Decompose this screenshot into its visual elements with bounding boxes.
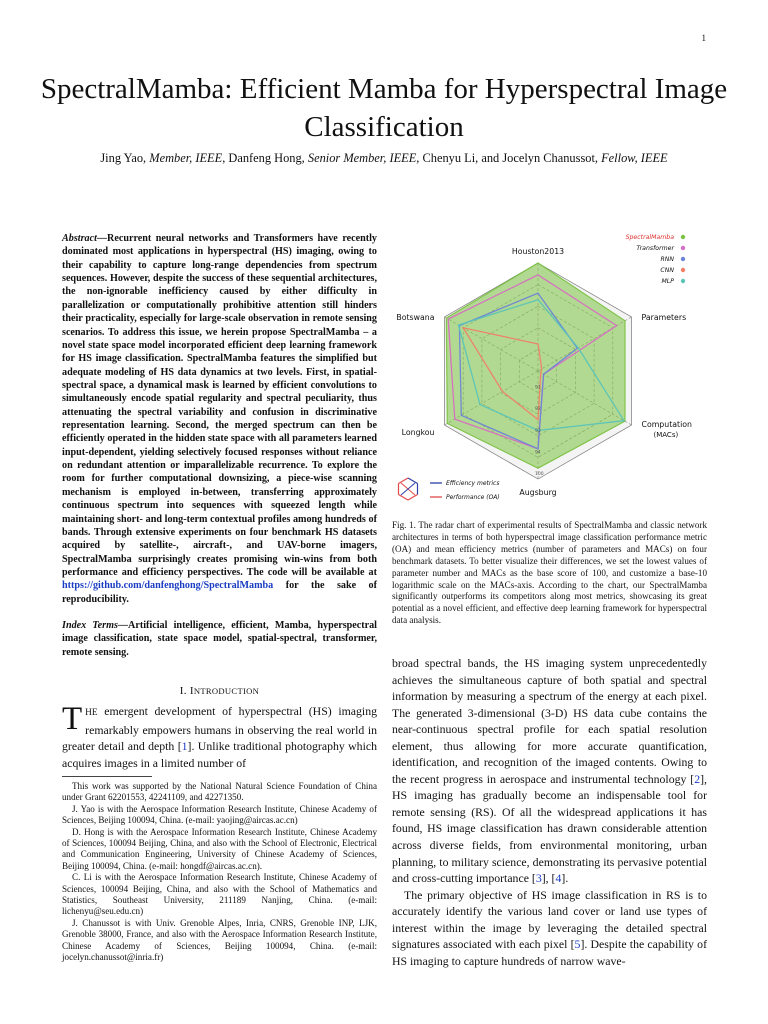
drop-cap: T [62,701,83,737]
paragraph: broad spectral bands, the HS imaging system unprecedentedly achieves the simultaneous capture of both spatial and spectral information by measuring a spectrum of the energy at each pixel. The generated 3-dimensional (3-D) HS data cube contains the near-continuous spectral profile for each spatial resolution element, thus allowing for more accurate quantification, identification, and recognition of the imaged contents. Owing to the recent progress in aerospace and instrumental technology [2], HS imaging has gradually become an indispensable tool for remote sensing (RS). Of all the widespread applications it has found, HS image classification has drawn considerable attention across diverse fields, from environmental monitoring, urban planning, to military science, demonstrating its pervasive potential and cross-cutting importance [3], [4]. [392,656,707,886]
radar-axis-label: Computation [641,420,692,429]
inset-hexagon-edge [408,478,418,484]
radar-tick-label: 94 [535,450,541,456]
section-heading-introduction: I. INTRODUCTION [179,685,260,697]
radar-tick-label: 100 [535,472,544,477]
footnote: J. Chanussot is with Univ. Grenoble Alpes, Inria, CNRS, Grenoble INP, LJK, Grenoble 38000, France, and also with the Aerospace Information Research Institute, Chinese Academy of Sciences, Beijing 100094, China. (e-mail: jocelyn.chanussot@inria.fr) [62,917,377,963]
inset-hexagon-edge [399,495,409,501]
radar-axis-label: Parameters [641,313,687,322]
inset-legend-label: Efficiency metrics [446,480,500,487]
citation-link[interactable]: 4 [555,871,562,886]
intro-paragraph: THE emergent development of hyperspectral (HS) imaging remarkably empowers humans in observing the real world in greater detail and depth [1]. Unlike traditional photography which acquires images in a limited number of [62,701,377,770]
footnote: C. Li is with the Aerospace Information Research Institute, Chinese Academy of Sciences, 100094 Beijing, China, and also with the School of Mathematics and Statistics, Southeast University, 211189 Nanjing, China. (e-mail: lichenyu@seu.edu.cn) [62,872,377,917]
inset-hexagon-edge [399,478,409,484]
legend-label: Transformer [636,245,674,252]
legend-label: RNN [660,256,674,263]
radar-chart [392,225,714,515]
radar-axis-label: Longkou [401,428,435,437]
legend-label: SpectralMamba [625,234,674,241]
inset-legend-label: Performance (OA) [446,494,500,501]
citation-link[interactable]: 3 [535,871,542,886]
radar-axis-label: Augsburg [519,488,557,497]
citation-link[interactable]: 1 [181,739,188,753]
abstract: Abstract—Recurrent neural networks and Transformers have recently dominated most applications in hyperspectral (HS) imaging, owing to their capability to capture long-range dependencies from spectrum sequences. However, despite the success of these sequential architectures, the non-ignorable inefficiency caused by either difficulty in parallelization or computationally prohibitive attention still hinders their practicality, especially for large-scale observation in remote sensing scenarios. To address this issue, we herein propose SpectralMamba – a novel state space model incorporated efficient deep learning framework for HS image classification. SpectralMamba features the simplified but adequate modeling of HS data dynamics at two levels. First, in spatial-spectral space, a dynamical mask is learned by efficient convolutions to simultaneously encode spatial regularity and spectral peculiarity, thus attenuating the spectral variability and confusion in discriminative representation learning. Second, the merged spectrum can then be efficiently operated in the hidden state space with all parameters learned input-dependent, yielding selectively focused responses without reliance on redundant attention or imparallelizable recurrence. To explore the room for further computational downsizing, a piece-wise scanning mechanism is employed in-between, transferring approximately continuous spectrum into sequences with squeezed length while maintaining short- and long-term contextual profiles among hundreds of bands. Through extensive experiments on four benchmark HS datasets acquired by satellite-, aircraft-, and UAV-borne imagers, SpectralMamba surprisingly creates promising win-wins from both performance and efficiency perspectives. The code will be available at https://github.com/danfenghong/SpectralMamba for the sake of reproducibility. [62,233,377,605]
radar-axis-sublabel: (MACs) [653,431,679,439]
abstract-body: —Recurrent neural networks and Transformers have recently dominated most applications in hyperspectral (HS) imaging, owing to their capability to capture long-range dependencies from spectrum sequences. However, despite the success of these sequential architectures, the non-ignorable inefficiency caused by either difficulty in parallelization or computationally prohibitive attention still hinders their practicality, especially for large-scale observation in remote sensing scenarios. To address this issue, we herein propose SpectralMamba – a novel state space model incorporated efficient deep learning framework for HS image classification. SpectralMamba features the simplified but adequate modeling of HS data dynamics at two levels. First, in spatial-spectral space, a dynamical mask is learned by efficient convolutions to simultaneously encode spatial regularity and spectral peculiarity, thus attenuating the spectral variability and confusion in discriminative representation learning. Second, the merged spectrum can then be efficiently operated in the hidden state space with all parameters learned input-dependent, yielding selectively focused responses without reliance on redundant attention or imparallelizable recurrence. To explore the room for further computational downsizing, a piece-wise scanning mechanism is employed in-between, transferring approximately continuous spectrum into sequences with squeezed length while maintaining short- and long-term contextual profiles among hundreds of bands. Through extensive experiments on four benchmark HS datasets acquired by satellite-, aircraft-, and UAV-borne imagers, SpectralMamba surprisingly creates promising win-wins from both performance and efficiency perspectives. The code will be available at [62,233,377,578]
legend-marker [681,235,685,239]
radar-tick-label: 92 [535,407,541,413]
footnote: J. Yao is with the Aerospace Information Research Institute, Chinese Academy of Sciences, Beijing 100094, China. (e-mail: yaojing@aircas.ac.cn) [62,803,377,826]
footnote: D. Hong is with the Aerospace Information Research Institute, Chinese Academy of Sciences, 100094 Beijing, China, and also with the School of Electronic, Electrical and Communication Engineering, University of Chinese Academy of Sciences, Beijing 100094, China. (e-mail: hongdf@aircas.ac.cn). [62,826,377,871]
paragraph: The primary objective of HS image classification in RS is to accurately identify the various land cover or land use types of interest within the image by leveraging the detailed spectral signatures associated with each pixel [5]. Despite the capability of HS imaging to capture hundreds of narrow wave- [392,887,707,968]
footnotes [62,781,377,964]
radar-tick-label: 91 [535,385,541,391]
legend-label: CNN [660,267,674,274]
code-link[interactable]: https://github.com/danfenghong/SpectralMamba [62,580,274,592]
right-column-body [392,655,707,969]
legend-marker [681,279,685,283]
inset-hexagon-edge [408,495,418,501]
author-list: Jing Yao, Member, IEEE, Danfeng Hong, Senior Member, IEEE, Chenyu Li, and Jocelyn Chanussot, Fellow, IEEE [100,151,668,165]
figure-caption: Fig. 1. The radar chart of experimental results of SpectralMamba and classic network architectures in terms of both hyperspectral image classification performance metric (OA) and mean efficiency metrics (number of parameters and MACs) on four benchmark datasets. To better visualize their differences, we set the lowest values of parameter number and MACs as the base score of 100, and customize a base-10 logarithmic scale on the MACs-axis. According to the chart, our SpectralMamba significantly outperforms its competitors along most metrics, showcasing its great potential as a novel efficient, and effective deep learning framework for hyperspectral data analysis. [392,520,707,626]
legend-label: MLP [661,278,674,285]
radar-axis-label: Botswana [396,313,435,322]
footnote-rule [62,776,152,777]
legend-marker [681,246,685,250]
radar-tick-label: 93 [535,428,541,434]
citation-link[interactable]: 2 [694,771,701,786]
legend-marker [681,257,685,261]
radar-axis-label: Houston2013 [511,247,565,256]
index-terms: Index Terms—Artificial intelligence, efficient, Mamba, hyperspectral image classification, state space model, spatial-spectral, transformer, remote sensing. [62,620,377,658]
page-number: 1 [701,33,706,43]
paper-title: SpectralMamba: Efficient Mamba for Hyperspectral Image Classification [40,73,728,143]
citation-link[interactable]: 5 [574,937,581,952]
footnote: This work was supported by the National Natural Science Foundation of China under Grant 62201553, 42241109, and 42271350. [62,781,377,803]
abstract-lead: Abstract [62,233,97,244]
legend-marker [681,268,685,272]
